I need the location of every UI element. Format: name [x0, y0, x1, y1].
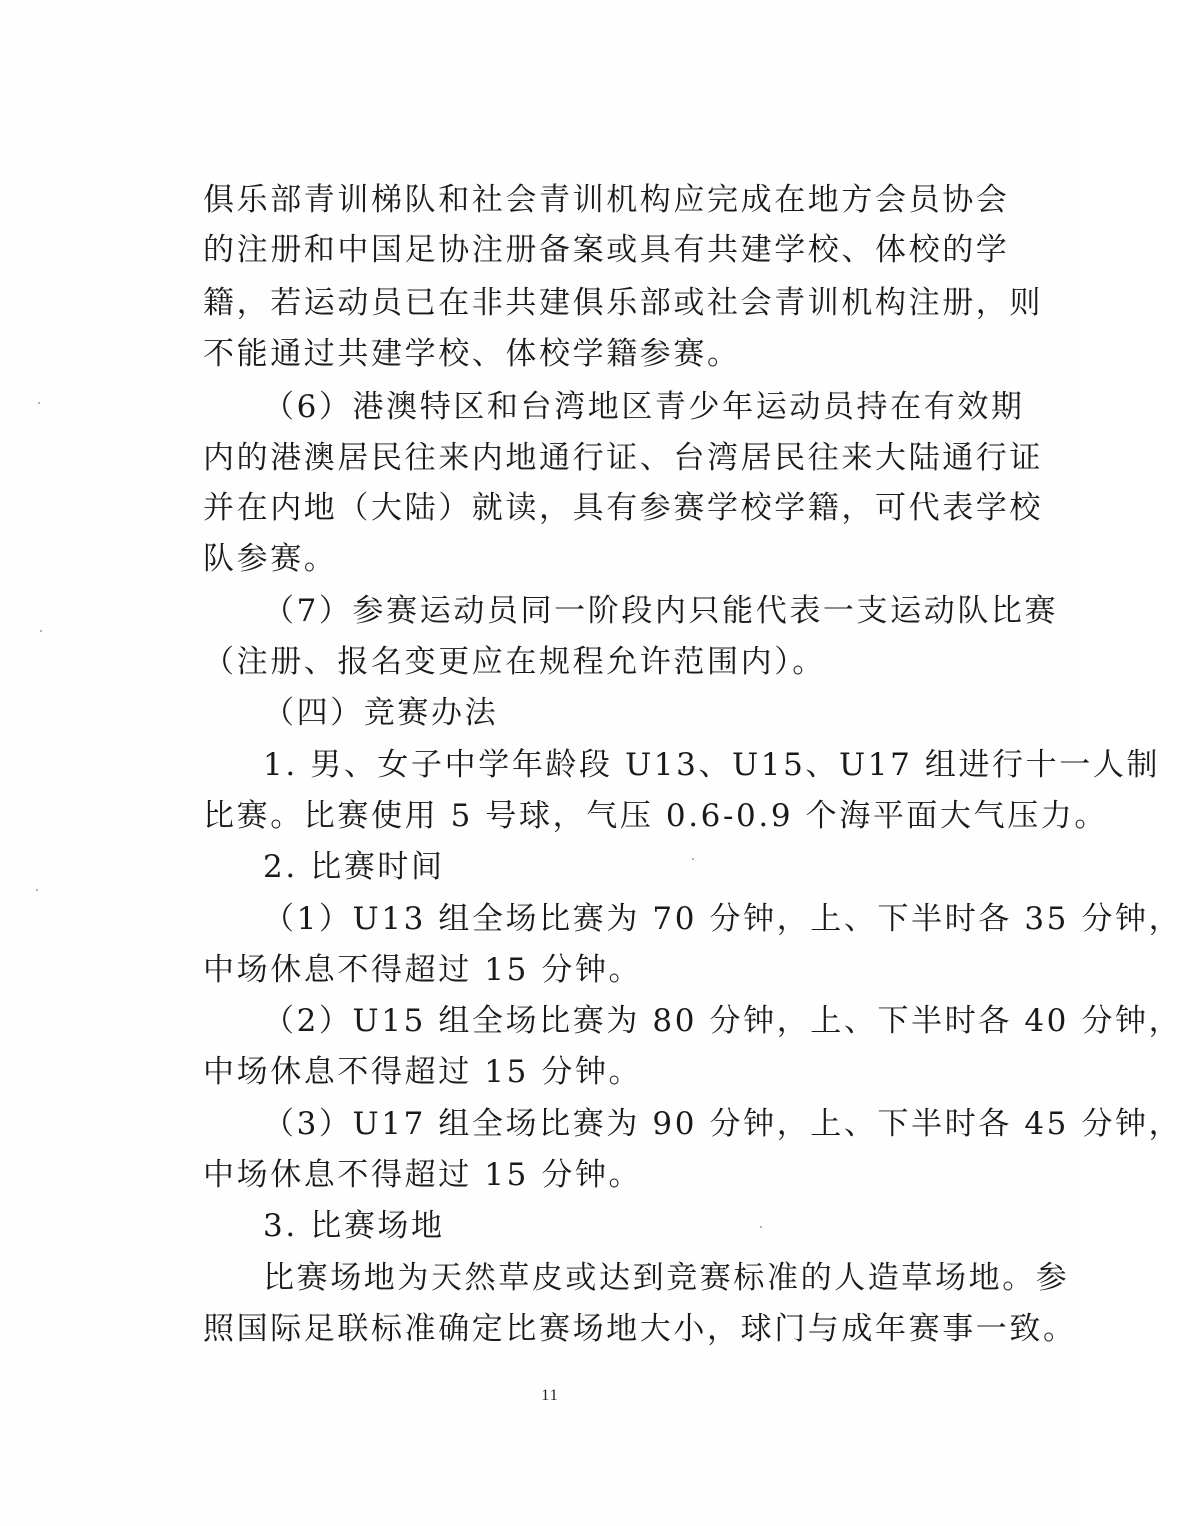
body-line: 籍，若运动员已在非共建俱乐部或社会青训机构注册，则 — [203, 285, 1043, 321]
scan-speck — [692, 858, 694, 860]
body-line: （6）港澳特区和台湾地区青少年运动员持在有效期 — [263, 389, 1025, 425]
body-line: （1）U13 组全场比赛为 70 分钟，上、下半时各 35 分钟， — [263, 901, 1182, 937]
scan-speck — [38, 402, 40, 404]
scan-speck — [36, 889, 38, 891]
body-line: 俱乐部青训梯队和社会青训机构应完成在地方会员协会 — [203, 182, 1010, 218]
body-line: 中场休息不得超过 15 分钟。 — [203, 1054, 643, 1090]
body-line: 照国际足联标准确定比赛场地大小，球门与成年赛事一致。 — [203, 1311, 1077, 1347]
scan-speck — [40, 630, 42, 632]
section-heading: （四）竞赛办法 — [263, 695, 499, 731]
subsection-heading: 2. 比赛时间 — [263, 849, 445, 885]
body-line: （2）U15 组全场比赛为 80 分钟，上、下半时各 40 分钟， — [263, 1003, 1182, 1039]
body-line: 1. 男、女子中学年龄段 U13、U15、U17 组进行十一人制 — [263, 747, 1161, 783]
body-line: （3）U17 组全场比赛为 90 分钟，上、下半时各 45 分钟， — [263, 1106, 1182, 1142]
body-line: 不能通过共建学校、体校学籍参赛。 — [203, 336, 741, 372]
body-line: 比赛场地为天然草皮或达到竞赛标准的人造草场地。参 — [263, 1260, 1070, 1296]
body-line: 中场休息不得超过 15 分钟。 — [203, 1157, 643, 1193]
scan-speck — [760, 1226, 762, 1228]
page-number: 11 — [541, 1387, 559, 1404]
subsection-heading: 3. 比赛场地 — [263, 1208, 445, 1244]
body-line: 中场休息不得超过 15 分钟。 — [203, 952, 643, 988]
body-line: 并在内地（大陆）就读，具有参赛学校学籍，可代表学校 — [203, 490, 1043, 526]
body-line: 的注册和中国足协注册备案或具有共建学校、体校的学 — [203, 232, 1010, 268]
body-line: 内的港澳居民往来内地通行证、台湾居民往来大陆通行证 — [203, 440, 1043, 476]
body-line: （7）参赛运动员同一阶段内只能代表一支运动队比赛 — [263, 593, 1059, 629]
body-line: 队参赛。 — [203, 541, 338, 577]
body-line: 比赛。比赛使用 5 号球，气压 0.6-0.9 个海平面大气压力。 — [203, 798, 1109, 834]
body-line: （注册、报名变更应在规程允许范围内）。 — [203, 644, 826, 680]
